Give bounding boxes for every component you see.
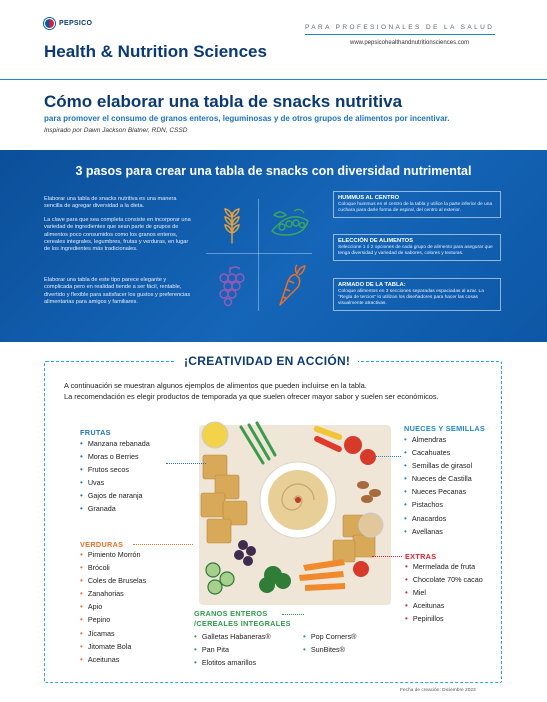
step-3-box [333,278,501,311]
bullet-icon: • [194,645,197,655]
nuts-leader-line [375,456,401,457]
bullet-icon: • [404,448,407,458]
list-item: • Moras o Berries [80,450,150,463]
creation-date: Fecha de creación: Diciembre 2023 [400,688,476,693]
bullet-icon: • [404,487,407,497]
list-item: • Pan Pita [194,643,271,656]
bullet-icon: • [80,615,83,625]
creativity-title: ¡CREATIVIDAD EN ACCIÓN! [176,354,358,368]
snack-board-illustration [193,415,398,615]
bullet-icon: • [80,465,83,475]
bullet-icon: • [303,645,306,655]
extras-leader-line [372,556,402,557]
wheat-icon [212,205,252,245]
list-item: • Frutos secos [80,463,150,476]
bullet-icon: • [404,500,407,510]
grains-list-col-2 [303,630,356,656]
bullet-icon: • [80,504,83,514]
grains-leader-line [282,614,304,615]
list-item: • Pimiento Morrón [80,548,146,561]
step-2-box [333,234,501,261]
bullet-icon: • [405,614,408,624]
bullet-icon: • [404,526,407,536]
list-item: • Brócoli [80,561,146,574]
bullet-icon: • [303,632,306,641]
list-item: • Miel [405,586,483,599]
bullet-icon: • [80,602,83,612]
list-item: • Coles de Bruselas [80,574,146,587]
bullet-icon: • [80,628,83,638]
intro-paragraph-3: Elaborar una tabla de este tipo parece elegante y complicada pero en realidad tiende a ser fácil, rentable, divertido y flexible para satisfacer los gustos y preferencias alimentarias para amigos y familiares. [44,277,191,305]
intro-paragraph-2: La clave para que sea completa consiste en incorporar una variedad de ingredientes que sean parte de grupos de alimentos poco consumidos como los granos enteros, cereales integrales, legumbres, frutas y verduras, en lugar de los ingredientes más tradicionales. [44,217,191,253]
creativity-intro-line-1: A continuación se muestran algunos ejemplos de alimentos que pueden incluirse en la tabla. [64,381,367,390]
grains-heading [194,609,291,629]
list-item: • Pepino [80,613,146,626]
list-item: • Jícamas [80,627,146,640]
vegetables-heading: VERDURAS [80,540,124,549]
bullet-icon: • [404,474,407,484]
list-item: • Elotitos amarillos [194,656,271,669]
bullet-icon: • [405,601,408,611]
grains-heading-line-2: /CEREALES INTEGRALES [194,619,291,628]
brand-title: Health & Nutrition Sciences [44,42,267,61]
list-item: • Uvas [80,476,150,489]
list-item: • Aceitunas [80,653,146,666]
list-item: • Nueces Pecanas [404,485,472,498]
list-item: • Galletas Habaneras® [194,630,271,643]
list-item: • Jitomate Bola [80,640,146,653]
bullet-icon: • [80,550,83,559]
step-3-heading: ARMADO DE LA TABLA: [338,282,406,288]
bullet-icon: • [404,435,407,444]
icon-divider-horizontal [206,253,312,254]
carrot-icon [270,263,310,303]
list-item: • Granada [80,502,150,515]
grapes-icon [210,263,250,303]
grains-heading-line-1: GRANOS ENTEROS [194,609,268,618]
pro-label: PARA PROFESIONALES DE LA SALUD [305,24,495,31]
extras-list [405,560,483,625]
list-item: • Pepinillos [405,612,483,625]
vegetables-leader-line [133,544,193,545]
bullet-icon: • [404,513,407,523]
step-1-heading: HUMMUS AL CENTRO [338,195,400,201]
list-item: • Almendras [404,433,472,446]
list-item: • Nueces de Castilla [404,472,472,485]
list-item: • SunBites® [303,643,356,656]
icon-divider-vertical [258,199,259,311]
food-group-icons [200,193,318,318]
bullet-icon: • [405,575,408,585]
step-3-text: Coloque alimentos en 3 secciones separadas espaciadas al azar. La "Regla de tercios" lo utilizan los diseñadores para hacer las cosas visualmente atractivas. [338,289,484,306]
bullet-icon: • [80,641,83,651]
list-item: • Mermelada de fruta [405,560,483,573]
intro-paragraph-1: Elaborar una tabla de snacks nutritiva es una manera sencilla de agregar diversidad a la dieta. [44,196,177,210]
creativity-intro-line-2: La recomendación es elegir productos de temporada ya que suelen ofrecer mayor sabor y suelen ser económicos. [64,391,439,401]
list-item: • Pistachos [404,498,472,511]
pro-rule [305,34,495,35]
fruits-leader-line [166,463,206,464]
bullet-icon: • [80,654,83,664]
bullet-icon: • [405,562,408,571]
pepsico-logo [44,18,92,29]
nuts-seeds-list [404,433,472,538]
step-1-text: Coloque hummus en el centro de la tabla y utilice la parte inferior de una cuchara para darle forma de espiral, del centro al exterior. [338,202,493,213]
list-item: • Gajos de naranja [80,489,150,502]
bullet-icon: • [194,632,197,641]
list-item: • Pop Corners® [303,630,356,643]
logo-text: PEPSICO [59,20,93,27]
website-link[interactable]: www.pepsicohealthandnutritionsciences.com [350,40,470,46]
fruits-list [80,437,150,516]
bullet-icon: • [194,658,197,668]
list-item: • Avellanas [404,525,472,538]
bullet-icon: • [80,439,83,448]
fruits-heading: FRUTAS [80,428,111,437]
step-2-heading: ELECCIÓN DE ALIMENTOS [338,238,414,244]
bullet-icon: • [80,478,83,488]
header-divider [0,79,547,80]
list-item: • Cacahuates [404,446,472,459]
grains-list-col-1 [194,630,271,669]
nuts-seeds-heading: NUECES Y SEMILLAS [404,424,486,433]
list-item: • Aceitunas [405,599,483,612]
list-item: • Apio [80,600,146,613]
legumes-icon [268,205,308,245]
extras-heading: EXTRAS [405,552,437,561]
bullet-icon: • [80,452,83,462]
bullet-icon: • [80,563,83,573]
step-1-box [333,191,501,218]
pepsico-globe-icon [44,18,55,29]
bullet-icon: • [80,589,83,599]
list-item: • Semillas de girasol [404,459,472,472]
bullet-icon: • [80,491,83,501]
page-subtitle: para promover el consumo de granos enteros, leguminosas y de otros grupos de alimentos por incentivar. [44,114,450,123]
steps-title: 3 pasos para crear una tabla de snacks con diversidad nutrimental [75,164,472,178]
creativity-intro [64,381,484,402]
vegetables-list [80,548,146,666]
bullet-icon: • [404,461,407,471]
bullet-icon: • [405,588,408,598]
list-item: • Zanahorias [80,587,146,600]
byline: Inspirado por Dawn Jackson Blatner, RDN, CSSD [44,127,188,134]
list-item: • Chocolate 70% cacao [405,573,483,586]
list-item: • Manzana rebanada [80,437,150,450]
page-title: Cómo elaborar una tabla de snacks nutritiva [44,92,403,111]
bullet-icon: • [80,576,83,586]
list-item: • Anacardos [404,512,472,525]
step-2-text: Seleccione 1 ó 2 opciones de cada grupo de alimento para asegurar que tenga diversidad y variedad de sabores, colores y texturas. [338,245,493,256]
